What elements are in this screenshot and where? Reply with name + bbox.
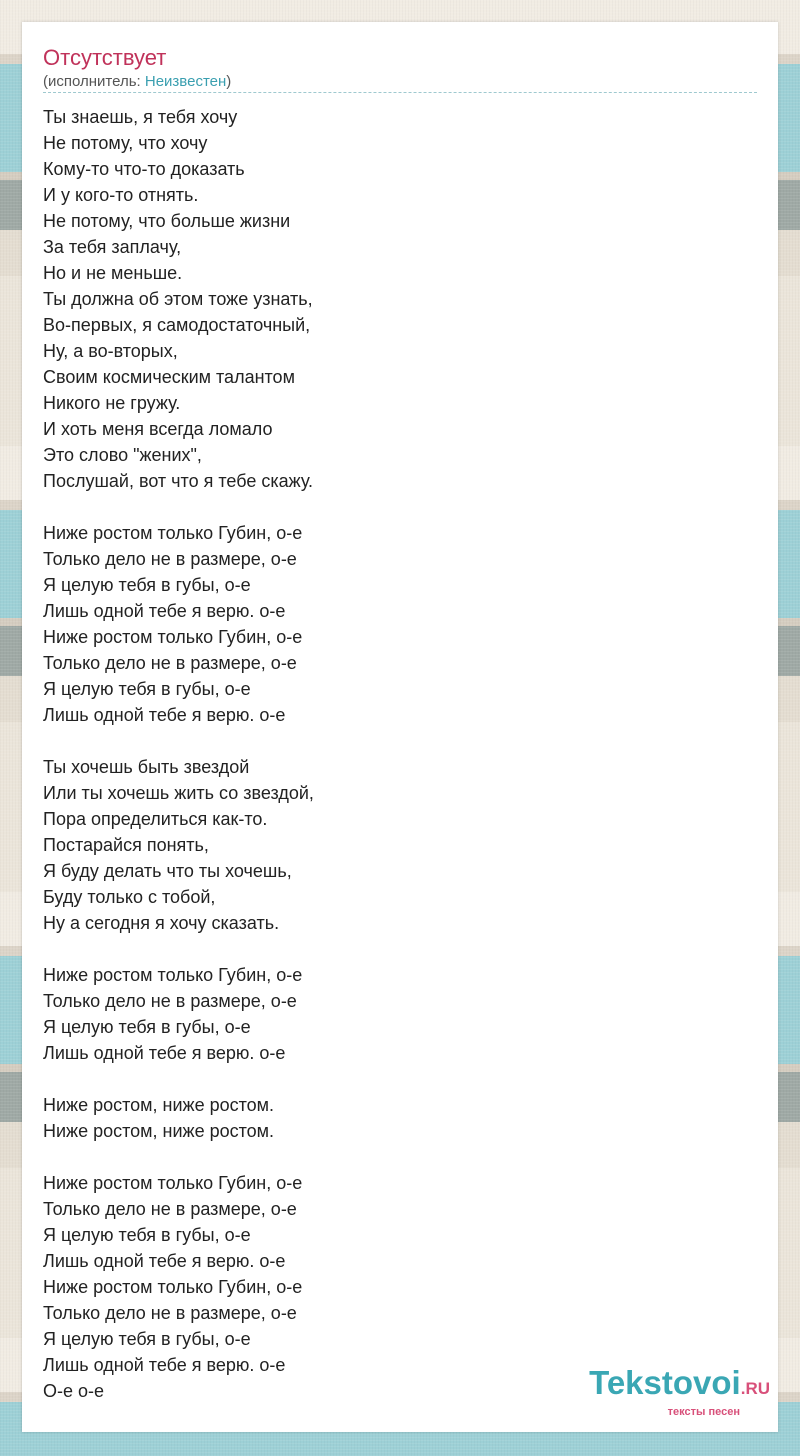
site-logo[interactable] xyxy=(589,1366,770,1418)
artist-prefix: (исполнитель: xyxy=(43,73,145,90)
lyrics-card xyxy=(22,22,778,1432)
title-divider xyxy=(43,92,757,93)
artist-link[interactable]: Неизвестен xyxy=(144,73,227,90)
song-title: Отсутствует xyxy=(43,45,167,70)
logo-tagline: тексты песен xyxy=(667,1406,740,1418)
artist-suffix: ) xyxy=(226,73,232,90)
logo-domain: .RU xyxy=(740,1379,770,1398)
lyrics-text: Ты знаешь, я тебя хочу Не потому, что хочу Кому-то что-то доказать И у кого-то отнять. Не потому, что больше жизни За тебя заплачу, Но и не меньше. Ты должна об этом тоже узнать, Во-первых, я самодостаточный, Ну, а во-вторых, Своим космическим талантом Никого не гружу. И хоть меня всегда ломало Это слово "жених", Послушай, вот что я тебе скажу. Ниже ростом только Губин, о-е Только дело не в размере, о-е Я целую тебя в губы, о-е Лишь одной тебе я верю. о-е Ниже ростом только Губин, о-е Только дело не в размере, о-е Я целую тебя в губы, о-е Лишь одной тебе я верю. о-е Ты хочешь быть звездой Или ты хочешь жить со звездой, Пора определиться как-то. Постарайся понять, Я буду делать что ты хочешь, Буду только с тобой, Ну а сегодня я хочу сказать. Ниже ростом только Губин, о-е Только дело не в размере, о-е Я целую тебя в губы, о-е Лишь одной тебе я верю. о-е Ниже ростом, ниже ростом. Ниже ростом, ниже ростом. Ниже ростом только Губин, о-е Только дело не в размере, о-е Я целую тебя в губы, о-е Лишь одной тебе я верю. о-е Ниже ростом только Губин, о-е Только дело не в размере, о-е Я целую тебя в губы, о-е Лишь одной тебе я верю. о-е О-е о-е xyxy=(43,107,314,1401)
artist-line xyxy=(43,72,231,92)
logo-name: Tekstovoi xyxy=(589,1364,741,1401)
logo-wordmark xyxy=(589,1366,770,1406)
